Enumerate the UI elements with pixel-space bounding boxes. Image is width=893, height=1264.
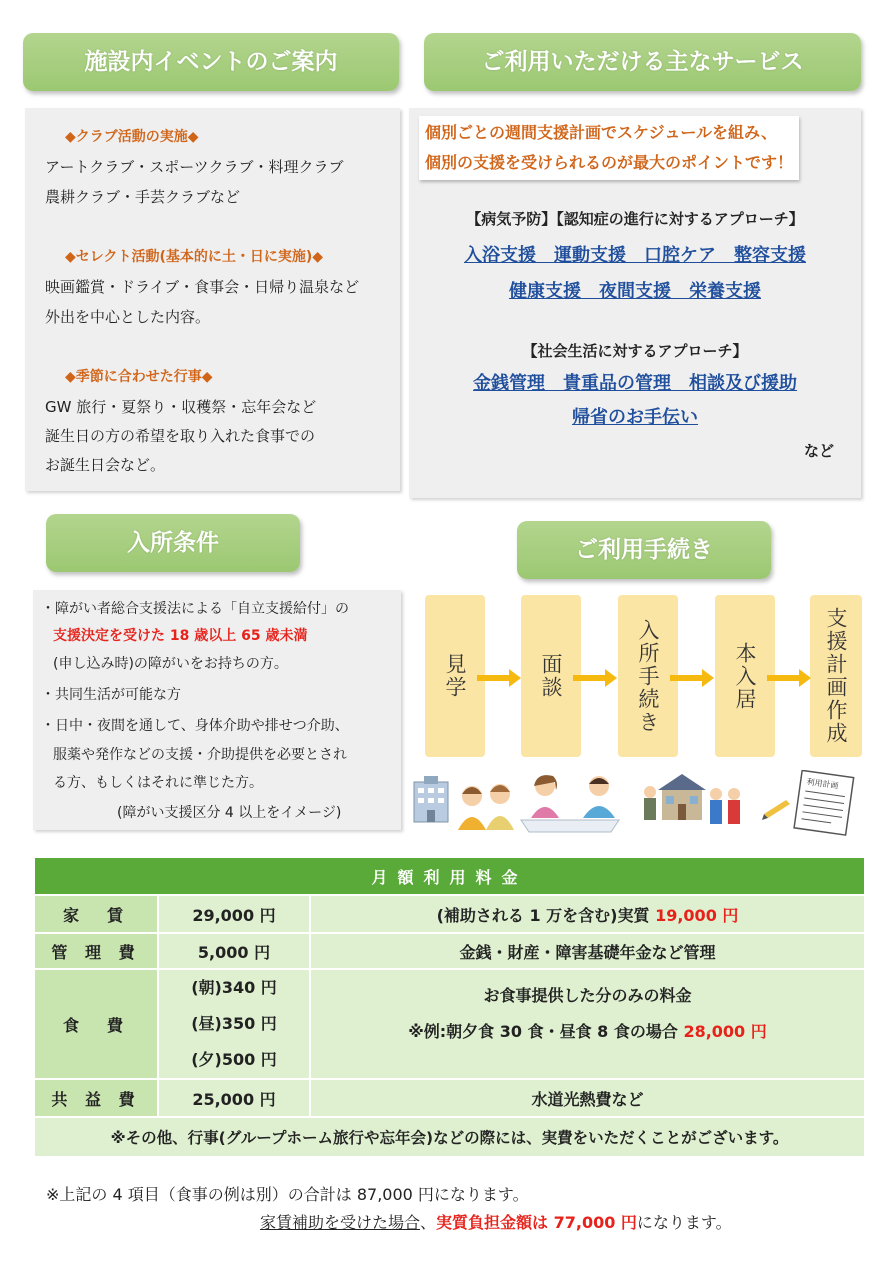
services-category1: 【病気予防】【認知症の進行に対するアプローチ】 <box>466 210 804 228</box>
arrow-right-icon <box>477 668 521 688</box>
interview-illustration <box>515 768 625 834</box>
header-events: 施設内イベントのご案内 <box>23 33 399 91</box>
select-line2: 外出を中心とした内容。 <box>45 308 211 326</box>
food-amounts <box>158 969 310 1079</box>
food-evening: (夕)500 円 <box>191 1050 277 1069</box>
club-line1: アートクラブ・スポーツクラブ・料理クラブ <box>45 158 344 176</box>
condition-line4: ・共同生活が可能な方 <box>41 687 181 703</box>
move-in-illustration <box>640 770 750 834</box>
table-row <box>34 857 865 895</box>
food-note <box>310 969 865 1079</box>
common-label: 共 益 費 <box>34 1079 158 1117</box>
food-noon: (昼)350 円 <box>191 1014 277 1033</box>
fee-table <box>33 856 866 1158</box>
table-row <box>34 969 865 1079</box>
visit-illustration <box>410 772 520 832</box>
rent-note: (補助される 1 万を含む)実質 19,000 円 <box>310 895 865 933</box>
step-interview: 面談 <box>521 595 581 757</box>
rent-label: 家 賃 <box>34 895 158 933</box>
services-intro-line2: 個別の支援を受けられるのが最大のポイントです！ <box>425 153 794 172</box>
step-move-in: 本入居 <box>715 595 775 757</box>
table-row <box>34 895 865 933</box>
condition-line5: ・日中・夜間を通して、身体介助や排せつ介助、 <box>41 718 349 734</box>
other-note: ※その他、行事(グループホーム旅行や忘年会)などの際には、実費をいただくことがございます。 <box>34 1117 865 1157</box>
food-label: 食 費 <box>34 969 158 1079</box>
footer-line1: ※上記の 4 項目（食事の例は別）の合計は 87,000 円になります。 <box>46 1185 529 1204</box>
condition-line6: 服薬や発作などの支援・介助提供を必要とされ <box>53 747 347 763</box>
select-line1: 映画鑑賞・ドライブ・食事会・日帰り温泉など <box>45 278 360 296</box>
header-conditions: 入所条件 <box>46 514 300 572</box>
management-amount: 5,000 円 <box>158 933 310 969</box>
plan-document-illustration <box>760 770 860 836</box>
services-category2-line1: 金銭管理 貴重品の管理 相談及び援助 <box>473 373 797 394</box>
header-services: ご利用いただける主なサービス <box>424 33 861 91</box>
footer-line2: 家賃補助を受けた場合、実質負担金額は 77,000 円になります。 <box>260 1213 732 1232</box>
common-amount: 25,000 円 <box>158 1079 310 1117</box>
fee-table-title: 月額利用料金 <box>34 857 865 895</box>
season-line2: 誕生日の方の希望を取り入れた食事での <box>45 427 316 445</box>
step-plan: 支援計画作成 <box>810 595 862 757</box>
season-title: ◆季節に合わせた行事◆ <box>65 369 213 385</box>
table-row <box>34 1117 865 1157</box>
plan-document-title: 利用計画 <box>806 777 839 791</box>
services-panel <box>409 108 861 498</box>
footer-subsidy: 家賃補助を受けた場合 <box>260 1213 421 1232</box>
conditions-panel <box>33 590 401 830</box>
common-note: 水道光熱費など <box>310 1079 865 1117</box>
condition-line3: (申し込み時)の障がいをお持ちの方。 <box>53 656 288 672</box>
condition-line2: 支援決定を受けた 18 歳以上 65 歳未満 <box>53 628 308 644</box>
step-admission: 入所手続き <box>618 595 678 757</box>
table-row <box>34 1079 865 1117</box>
management-note: 金銭・財産・障害基礎年金など管理 <box>310 933 865 969</box>
services-category2-line2: 帰省のお手伝い <box>572 407 698 428</box>
arrow-right-icon <box>573 668 617 688</box>
club-title: ◆クラブ活動の実施◆ <box>65 129 199 145</box>
services-etc: など <box>804 442 835 460</box>
header-procedure: ご利用手続き <box>517 521 771 579</box>
condition-line7: る方、もしくはそれに準じた方。 <box>53 775 263 791</box>
footer-actual-cost: 実質負担金額は 77,000 円 <box>436 1213 637 1232</box>
services-intro <box>419 116 799 180</box>
season-line1: GW 旅行・夏祭り・収穫祭・忘年会など <box>45 398 317 416</box>
food-morning: (朝)340 円 <box>191 978 277 997</box>
club-line2: 農耕クラブ・手芸クラブなど <box>45 188 241 206</box>
events-panel <box>25 108 400 491</box>
season-line3: お誕生日会など。 <box>45 456 166 474</box>
arrow-right-icon <box>767 668 811 688</box>
services-category1-line1: 入浴支援 運動支援 口腔ケア 整容支援 <box>464 245 806 266</box>
step-visit: 見学 <box>425 595 485 757</box>
services-category1-line2: 健康支援 夜間支援 栄養支援 <box>509 281 761 302</box>
condition-line8: (障がい支援区分 4 以上をイメージ) <box>117 805 342 821</box>
food-note-line2: ※例:朝夕食 30 食・昼食 8 食の場合 28,000 円 <box>408 1022 767 1041</box>
table-row <box>34 933 865 969</box>
select-title: ◆セレクト活動(基本的に土・日に実施)◆ <box>65 249 324 265</box>
management-label: 管 理 費 <box>34 933 158 969</box>
condition-line1: ・障がい者総合支援法による「自立支援給付」の <box>41 601 349 617</box>
rent-amount: 29,000 円 <box>158 895 310 933</box>
food-note-line1: お食事提供した分のみの料金 <box>483 986 692 1005</box>
services-intro-line1: 個別ごとの週間支援計画でスケジュールを組み、 <box>425 123 778 142</box>
services-category2: 【社会生活に対するアプローチ】 <box>522 342 748 360</box>
arrow-right-icon <box>670 668 714 688</box>
